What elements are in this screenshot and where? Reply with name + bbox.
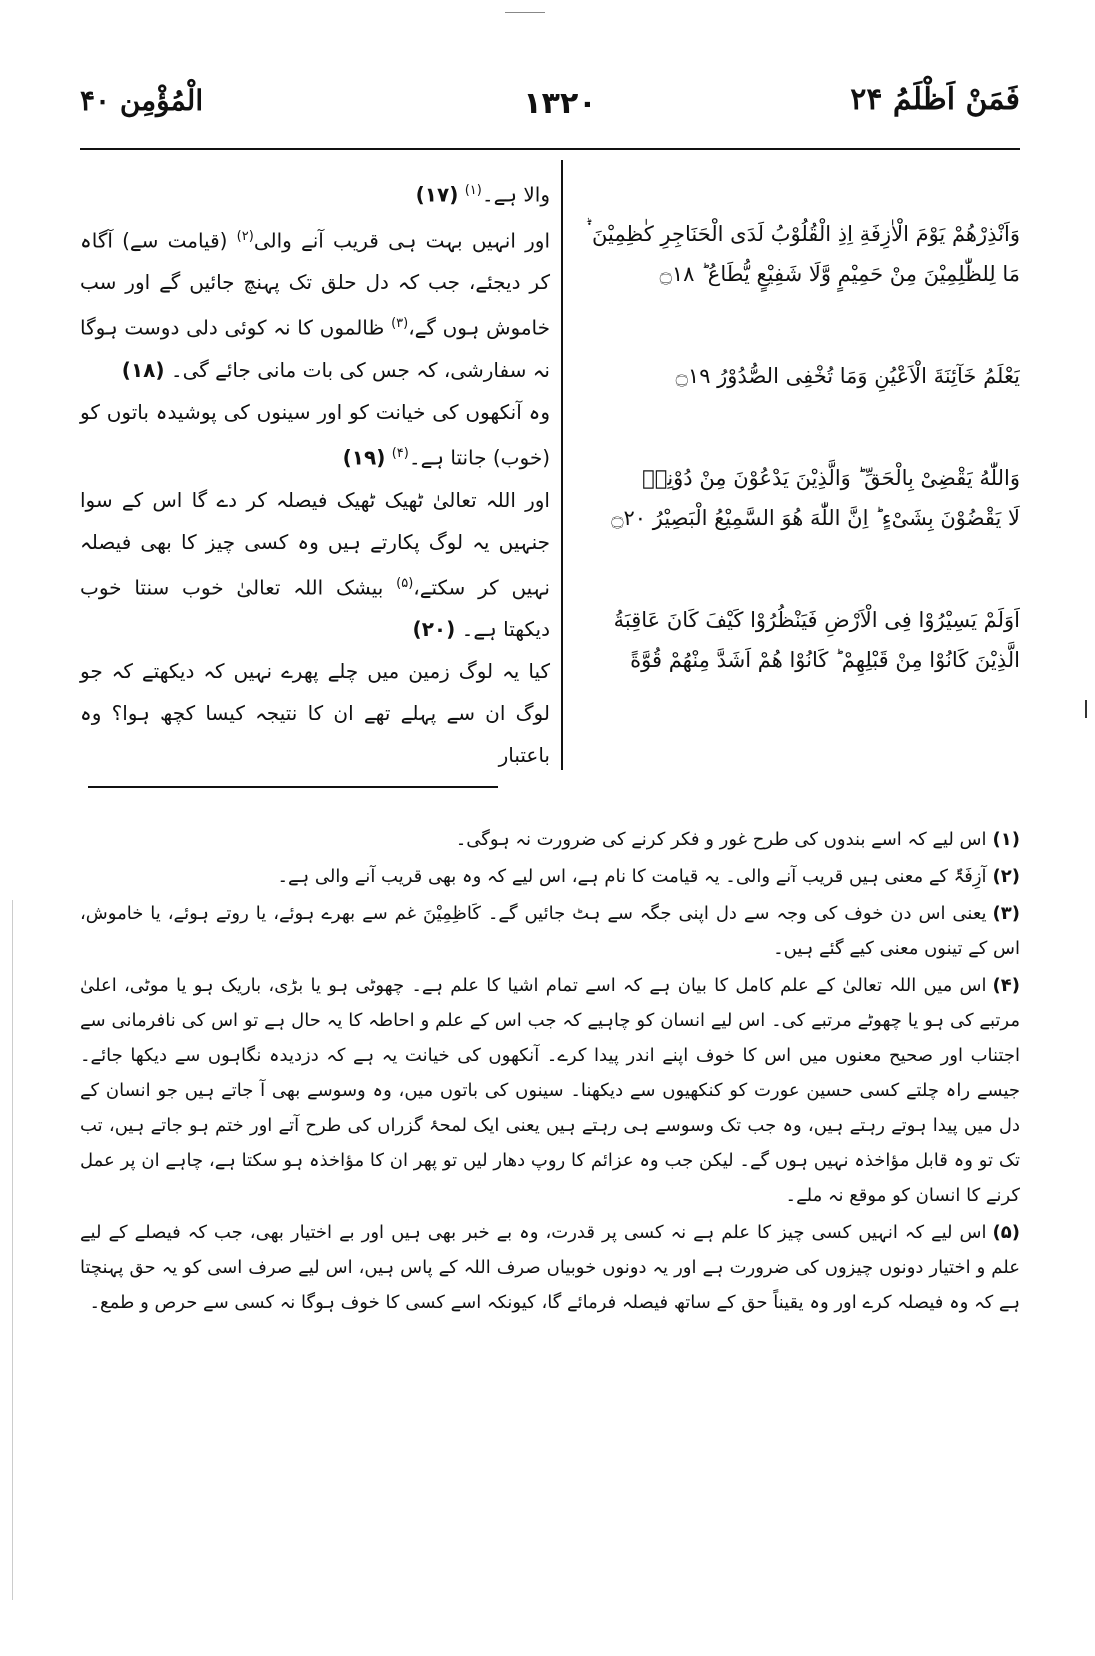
arabic-line-7: الَّذِيْنَ كَانُوْا مِنْ قَبْلِهِمْ ؕ كَانُوْا هُمْ اَشَدَّ مِنْهُمْ قُوَّةً [630,648,1020,672]
scan-artifact [1085,700,1087,718]
footnotes-section [80,822,1020,1322]
arabic-line-1: وَاَنْذِرْهُمْ يَوْمَ الْاٰزِفَةِ اِذِ الْقُلُوْبُ لَدَى الْحَنَاجِرِ كٰظِمِيْنَ ۬ؕ [586,222,1020,246]
scan-edge-line [12,900,13,1600]
translation-para-1: والا ہے۔$^{(۱)}$ (۱۷) [415,182,550,207]
header-divider [80,148,1020,150]
arabic-line-4: وَاللّٰهُ يَقْضِىْ بِالْحَقِّ ؕ وَالَّذِيْنَ يَدْعُوْنَ مِنْ دُوْنِهٖ [642,466,1020,490]
translation-para-5: کیا یہ لوگ زمین میں چلے پھرے نہیں کہ دیکھتے کہ جو لوگ ان سے پہلے تھے ان کا نتیجہ کیسا کچھ ہوا؟ وہ باعتبار [80,659,550,768]
footnote-divider [88,786,498,788]
footnote-ref: (۵) [396,575,414,591]
verse-number: (۲۰) [412,617,456,642]
footnote-ref: (۳) [391,316,409,332]
footnote-2: (۲)آزِفَۃٌ کے معنی ہیں قریب آنے والی۔ یہ قیامت کا نام ہے، اس لیے کہ وہ بھی قریب آنے والی ہے۔ [277,866,1020,887]
footnote-1: (۱)اس لیے کہ اسے بندوں کی طرح غور و فکر کرنے کی ضرورت نہ ہوگی۔ [455,829,1020,850]
column-divider [561,160,563,770]
translation-para-3: وہ آنکھوں کی خیانت کو اور سینوں کی پوشیدہ باتوں کو (خوب) جانتا ہے۔$^{(۴)}$ (۱۹) [80,399,550,470]
translation-para-4: اور اللہ تعالیٰ ٹھیک ٹھیک فیصلہ کر دے گا اس کے سوا جنہیں یہ لوگ پکارتے ہیں وہ کسی چیز کا بھی فیصلہ نہیں کر سکتے،$^{(۵)}$ بیشک اللہ تعالیٰ خوب سنتا خوب دیکھتا ہے۔ (۲۰) [80,487,550,642]
page-header [80,82,1020,142]
top-mark [505,12,545,13]
footnote-5: (۵)اس لیے کہ انہیں کسی چیز کا علم ہے نہ کسی پر قدرت، وہ بے خبر بھی ہیں اور بے اختیار بھی، جب کہ فیصلے کے لیے علم و اختیار دونوں چیزوں کی ضرورت ہے اور یہ دونوں خوبیاں صرف اللہ کے پاس ہیں، اس لیے صرف اسی کو یہ حق پہنچتا ہے کہ وہ فیصلہ کرے اور وہ یقیناً حق کے ساتھ فیصلہ فرمائے گا، کیونکہ اسے کسی کا خوف ہوگا نہ کسی سے حرص و طمع۔ [80,1222,1020,1313]
verse-number: (۱۹) [342,445,386,470]
verse-number: (۱۸) [121,357,165,382]
page-number: ۱۳۲۰ [523,86,597,121]
arabic-line-5: لَا يَقْضُوْنَ بِشَىْءٍ ؕ اِنَّ اللّٰهَ هُوَ السَّمِيْعُ الْبَصِيْرُ ۝٢٠ [611,506,1020,530]
footnote-ref: (۲) [236,228,254,244]
footnote-ref: (۱) [464,183,482,198]
arabic-text-column [578,214,1020,680]
arabic-line-6: اَوَلَمْ يَسِيْرُوْا فِى الْاَرْضِ فَيَنْظُرُوْا كَيْفَ كَانَ عَاقِبَةُ [613,608,1020,632]
juz-title: فَمَنْ اَظْلَمُ ۲۴ [850,82,1020,117]
urdu-translation-column [80,170,550,776]
arabic-line-3: يَعْلَمُ خَآئِنَةَ الْاَعْيُنِ وَمَا تُخْفِى الصُّدُوْرُ ۝١٩ [675,364,1020,388]
translation-para-2: اور انہیں بہت ہی قریب آنے والی$^{(۲)}$ (قیامت سے) آگاہ کر دیجئے، جب کہ دل حلق تک پہنچ جائیں گے اور سب خاموش ہوں گے،$^{(۳)}$ ظالموں کا نہ کوئی دلی دوست ہوگا نہ سفارشی، کہ جس کی بات مانی جائے گی۔ (۱۸) [80,228,551,382]
surah-title: الْمُؤْمِن ۴۰ [80,84,204,117]
footnote-4: (۴)اس میں اللہ تعالیٰ کے علم کامل کا بیان ہے کہ اسے تمام اشیا کا علم ہے۔ چھوٹی ہو یا بڑی، باریک ہو یا موٹی، اعلیٰ مرتبے کی ہو یا چھوٹے مرتبے کی۔ اس لیے انسان کو چاہیے کہ جب اس کے علم و احاطہ کا یہ حال ہے تو اس کی نافرمانی سے اجتناب اور صحیح معنوں میں اس کا خوف اپنے اندر پیدا کرے۔ آنکھوں کی خیانت یہ ہے کہ دزدیدہ نگاہوں سے دیکھا جائے۔ جیسے راہ چلتے کسی حسین عورت کو کنکھیوں سے دیکھنا۔ سینوں کی باتوں میں، وہ وسوسے بھی آ جاتے ہیں جو انسان کے دل میں پیدا ہوتے رہتے ہیں، وہ جب تک وسوسے ہی رہتے ہیں یعنی ایک لمحۂ گزراں کی طرح آتے اور ختم ہو جاتے ہیں، تب تک تو وہ قابل مؤاخذہ نہیں ہوں گے۔ لیکن جب وہ عزائم کا روپ دھار لیں تو پھر ان کا مؤاخذہ ہو سکتا ہے، چاہے ان پر عمل کرنے کا انسان کو موقع نہ ملے۔ [80,975,1020,1206]
footnote-ref: (۴) [391,445,409,461]
verse-number: (۱۷) [415,182,459,207]
footnote-3: (۳)یعنی اس دن خوف کی وجہ سے دل اپنی جگہ سے ہٹ جائیں گے۔ کَاظِمِیْنَ غم سے بھرے ہوئے، یا روتے ہوئے، یا خاموش، اس کے تینوں معنی کیے گئے ہیں۔ [80,903,1020,959]
arabic-line-2: مَا لِلظّٰلِمِيْنَ مِنْ حَمِيْمٍ وَّلَا شَفِيْعٍ يُّطَاعُ ؕ ۝١٨ [659,262,1020,286]
